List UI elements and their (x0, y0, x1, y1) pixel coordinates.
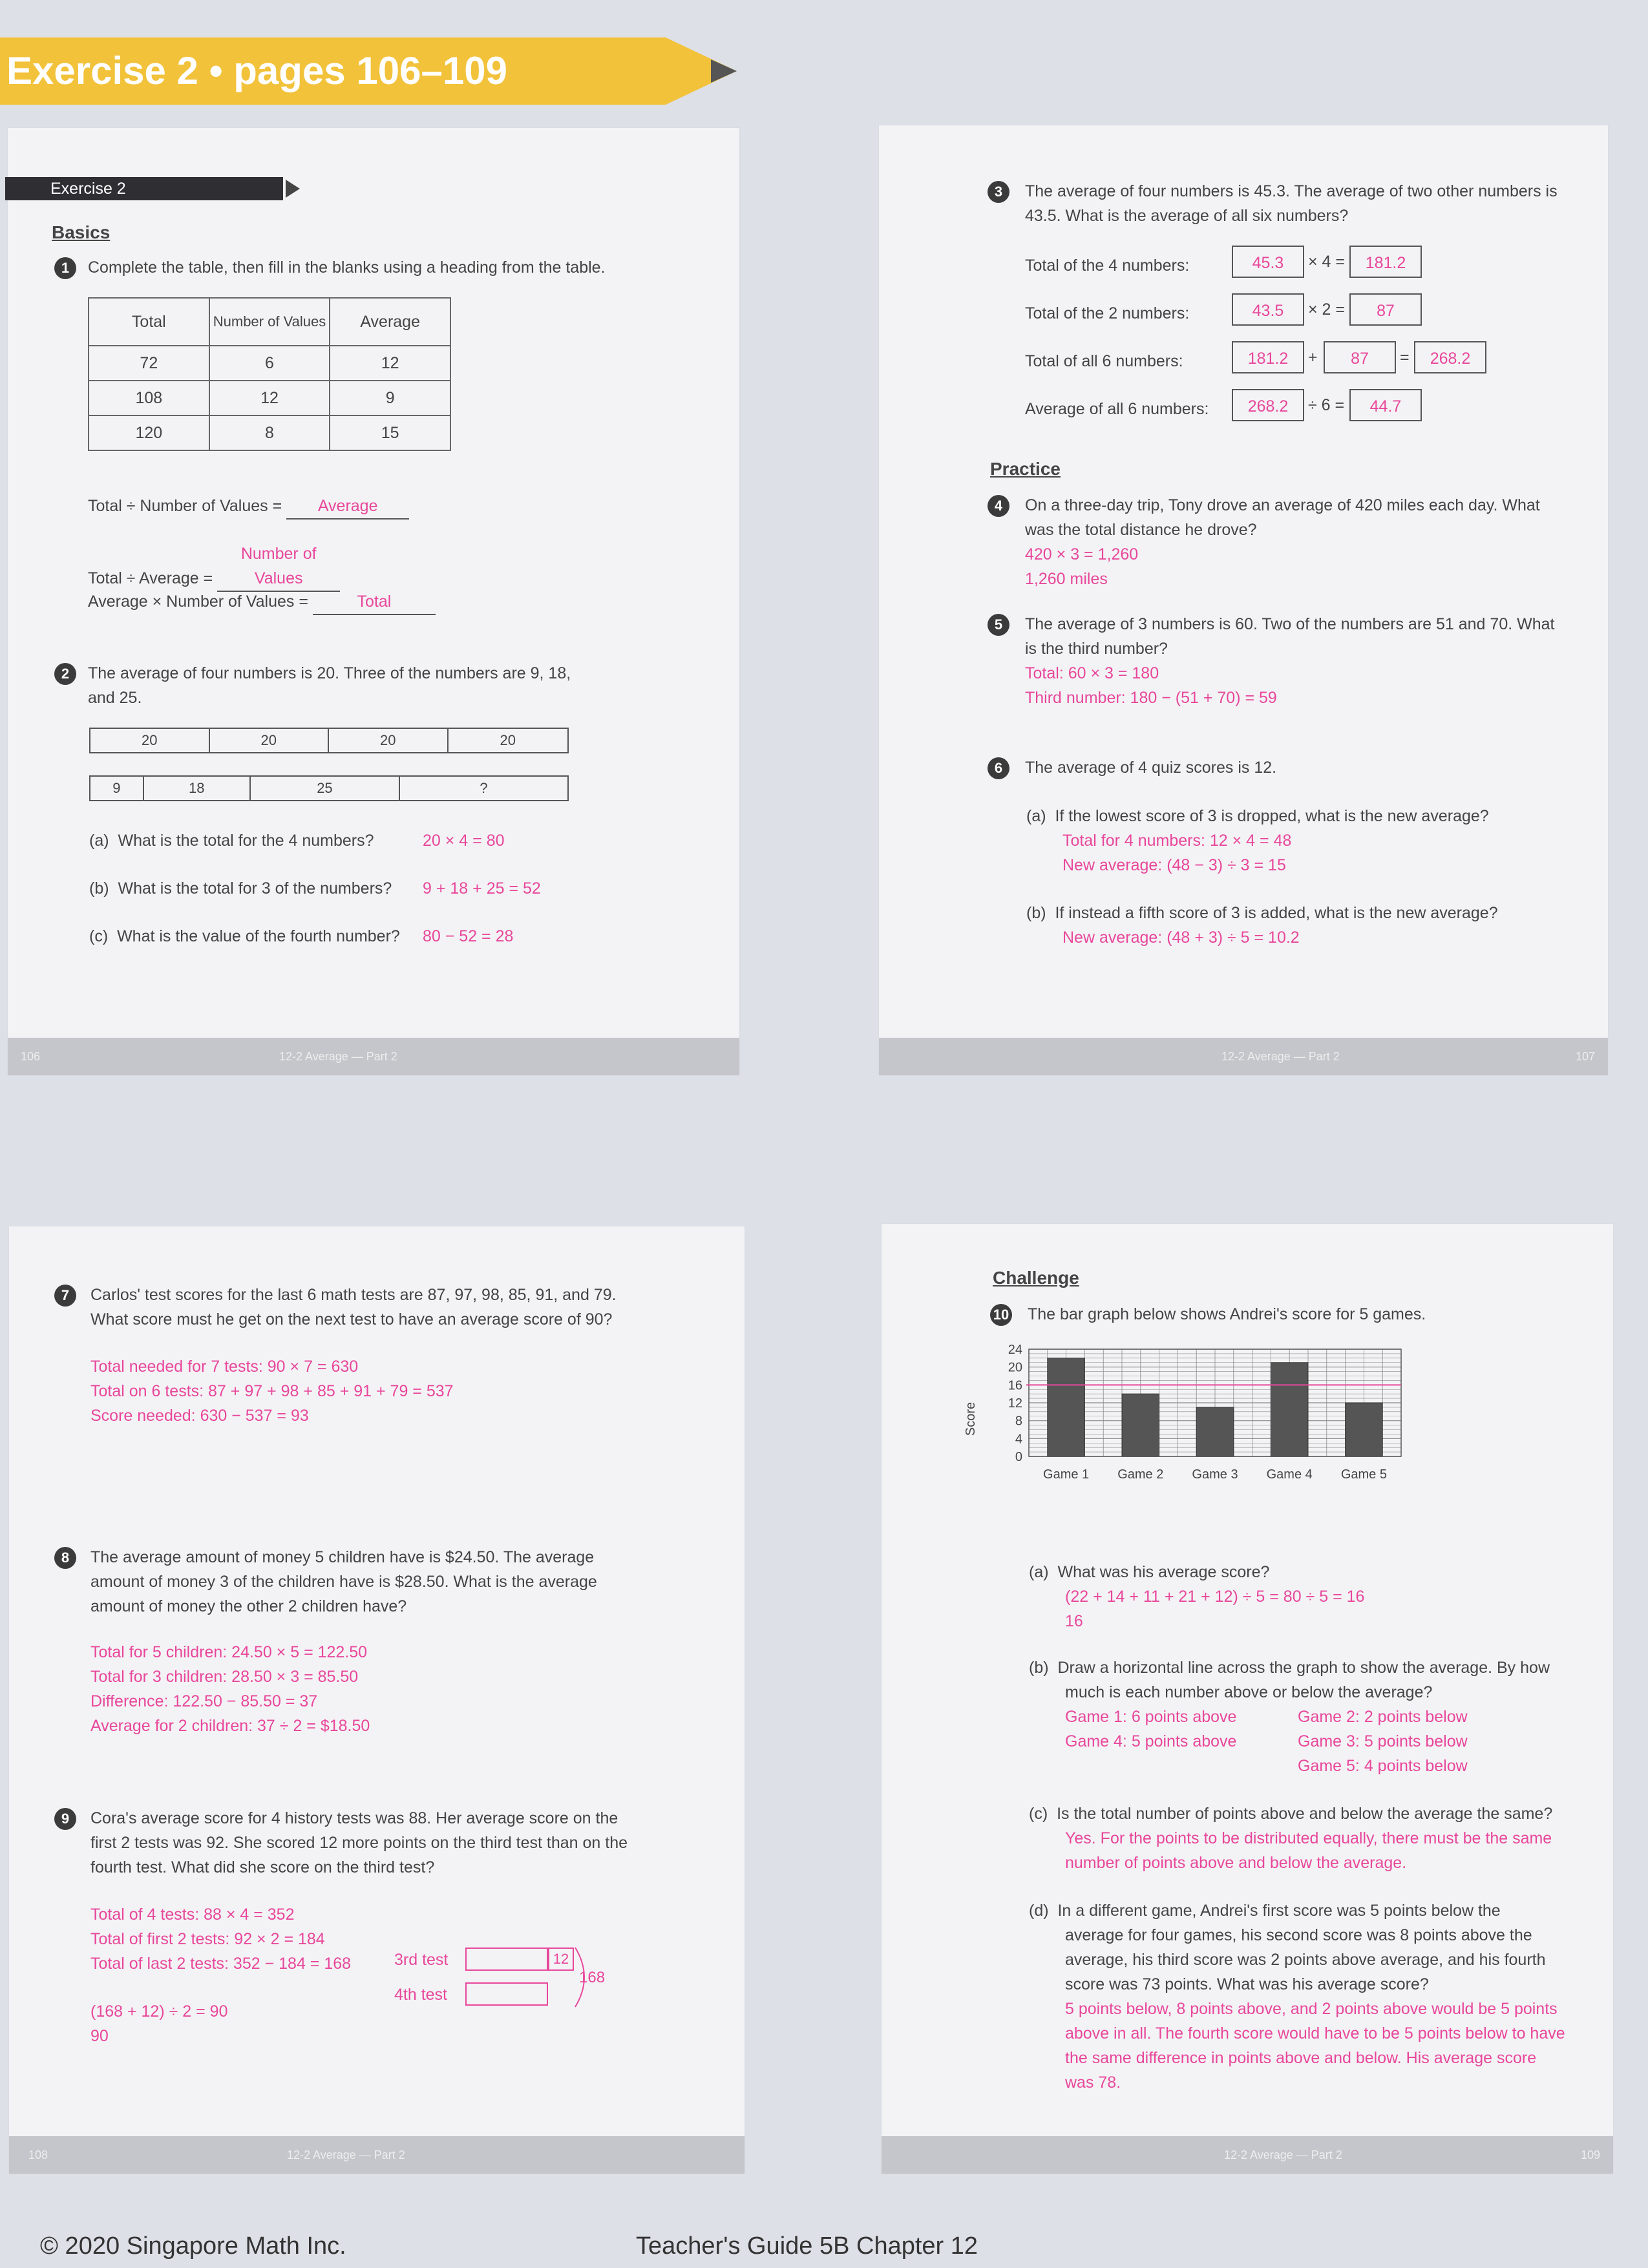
footer-title: 12-2 Average — Part 2 (1221, 1050, 1340, 1063)
answer-text: 1,260 miles (1025, 570, 1108, 588)
answer-text: Game 5: 4 points below (1298, 1757, 1468, 1775)
table-header: Average (330, 298, 450, 346)
tape-segment: 9 (90, 777, 144, 800)
page-number: 107 (1575, 1050, 1595, 1063)
sub-label: (a) (1026, 807, 1046, 825)
operator: = (1400, 348, 1410, 366)
answer-box: 181.2 (1349, 246, 1422, 278)
answer-box: 43.5 (1232, 293, 1304, 326)
table-header: Number of Values (209, 298, 330, 346)
page-footer (9, 2136, 745, 2174)
question-text: The average of 3 numbers is 60. Two of the numbers are 51 and 70. What (1025, 615, 1555, 633)
question-text: was the total distance he drove? (1025, 521, 1257, 539)
bar (1271, 1363, 1308, 1456)
sub-question (1026, 804, 1489, 828)
x-tick-label: Game 5 (1340, 1467, 1387, 1482)
answer-text: (168 + 12) ÷ 2 = 90 (90, 2002, 228, 2021)
x-tick-label: Game 3 (1192, 1467, 1238, 1482)
answer-text: Total for 4 numbers: 12 × 4 = 48 (1062, 832, 1292, 850)
copyright: © 2020 Singapore Math Inc. (40, 2232, 346, 2260)
question-text: The average of four numbers is 20. Three of the numbers are 9, 18, (88, 664, 571, 682)
answer-text: 9 + 18 + 25 = 52 (423, 879, 541, 898)
sub-label: (c) (1029, 1805, 1048, 1823)
tape-diagram-values (89, 775, 569, 801)
footer-title: 12-2 Average — Part 2 (287, 2148, 405, 2161)
bar-extra: 12 (548, 1948, 574, 1971)
question-number: 1 (54, 257, 76, 279)
operator: + (1308, 348, 1318, 366)
answer-text: 16 (1065, 1612, 1083, 1630)
question-text: The average amount of money 5 children have is $24.50. The average (90, 1548, 595, 1566)
question-number: 8 (54, 1547, 76, 1569)
page-108 (9, 1226, 745, 2174)
y-tick-label: 0 (1015, 1450, 1022, 1464)
page-106 (8, 128, 739, 1075)
question-text: The average of four numbers is 45.3. The average of two other numbers is (1025, 182, 1558, 200)
answer-text: Total needed for 7 tests: 90 × 7 = 630 (90, 1358, 359, 1376)
table-header: Total (89, 298, 209, 346)
page-footer (882, 2136, 1613, 2174)
question-number: 2 (54, 663, 76, 685)
blank-line (88, 494, 409, 520)
page-107 (879, 125, 1608, 1075)
exercise-banner: Exercise 2 • pages 106–109 (0, 37, 666, 105)
bar-4th-test (465, 1982, 548, 2006)
practice-heading: Practice (990, 459, 1061, 479)
question-text: fourth test. What did she score on the third test? (90, 1858, 435, 1876)
table-cell-answer: 12 (209, 381, 330, 415)
answer-text: Game 4: 5 points above (1065, 1732, 1237, 1750)
sub-question (89, 876, 392, 901)
question-number: 7 (54, 1285, 76, 1307)
question-text: The average of 4 quiz scores is 12. (1025, 759, 1277, 777)
answer-text: number of points above and below the average. (1065, 1854, 1407, 1872)
answer-text: above in all. The fourth score would have to be 5 points below to have (1065, 2024, 1565, 2042)
answer-text: Total of last 2 tests: 352 − 184 = 168 (90, 1955, 352, 1973)
answer-text: New average: (48 + 3) ÷ 5 = 10.2 (1062, 929, 1300, 947)
exercise-label: Exercise 2 (5, 177, 283, 200)
blank-line (88, 589, 436, 615)
sub-text: What is the value of the fourth number? (117, 927, 400, 945)
sub-label: (d) (1029, 1902, 1049, 1920)
y-tick-label: 16 (1008, 1378, 1022, 1393)
sub-question (1029, 1898, 1501, 1923)
blank-answer: Total (313, 589, 436, 615)
calc-label: Average of all 6 numbers: (1025, 400, 1209, 418)
y-axis-label: Score (964, 1402, 978, 1436)
x-axis-labels (1043, 1467, 1387, 1482)
answer-box: 87 (1324, 341, 1396, 373)
question-text: Carlos' test scores for the last 6 math tests are 87, 97, 98, 85, 91, and 79. (90, 1286, 617, 1304)
sub-label: (c) (89, 927, 109, 945)
table-cell: 8 (209, 415, 330, 450)
answer-text: 420 × 3 = 1,260 (1025, 545, 1139, 563)
answer-text: Third number: 180 − (51 + 70) = 59 (1025, 689, 1277, 707)
values-table (88, 297, 451, 451)
table-cell: 108 (89, 381, 209, 415)
operator: × 4 = (1308, 253, 1345, 271)
table-cell: 9 (330, 381, 450, 415)
tape-segment: 20 (329, 729, 449, 752)
operator: × 2 = (1308, 300, 1345, 319)
answer-text: Score needed: 630 − 537 = 93 (90, 1407, 309, 1425)
y-tick-label: 20 (1008, 1360, 1022, 1375)
calc-label: Total of the 2 numbers: (1025, 304, 1190, 322)
page-footer (8, 1038, 739, 1075)
sub-text: What is the total for 3 of the numbers? (118, 879, 392, 898)
answer-box: 45.3 (1232, 246, 1304, 278)
tape-segment: ? (480, 780, 488, 796)
answer-text: Total: 60 × 3 = 180 (1025, 664, 1159, 682)
sub-question (89, 828, 374, 853)
sub-label: (b) (1029, 1659, 1049, 1677)
sub-text: If instead a fifth score of 3 is added, what is the new average? (1055, 904, 1498, 922)
bar (1196, 1407, 1234, 1456)
answer-text: Yes. For the points to be distributed equally, there must be the same (1065, 1829, 1552, 1847)
question-text: Complete the table, then fill in the blanks using a heading from the table. (88, 258, 606, 277)
question-text: Cora's average score for 4 history tests was 88. Her average score on the (90, 1809, 618, 1827)
answer-text: Game 3: 5 points below (1298, 1732, 1468, 1750)
blank-label: Total ÷ Average = (88, 569, 213, 587)
answer-text: (22 + 14 + 11 + 21 + 12) ÷ 5 = 80 ÷ 5 = 16 (1065, 1588, 1365, 1606)
y-tick-label: 24 (1008, 1343, 1022, 1357)
page-number: 108 (28, 2148, 48, 2161)
question-number: 4 (988, 495, 1009, 517)
sub-text: Draw a horizontal line across the graph to show the average. By how (1057, 1659, 1550, 1677)
answer-text: New average: (48 − 3) ÷ 3 = 15 (1062, 856, 1286, 874)
sub-text: What was his average score? (1057, 1563, 1270, 1581)
question-text: 43.5. What is the average of all six numbers? (1025, 207, 1349, 225)
y-tick-label: 4 (1015, 1432, 1022, 1447)
bar-total: 168 (579, 1969, 606, 1986)
page-109 (882, 1224, 1613, 2174)
sub-label: (a) (1029, 1563, 1049, 1581)
sub-label: (b) (1026, 904, 1046, 922)
table-cell: 6 (209, 346, 330, 381)
x-tick-label: Game 1 (1043, 1467, 1090, 1482)
question-number: 10 (990, 1304, 1012, 1326)
challenge-heading: Challenge (993, 1268, 1079, 1288)
x-tick-label: Game 2 (1117, 1467, 1164, 1482)
tape-segment: 18 (144, 777, 251, 800)
answer-text: 5 points below, 8 points above, and 2 points above would be 5 points (1065, 2000, 1558, 2018)
sub-text: Is the total number of points above and below the average the same? (1057, 1805, 1553, 1823)
sub-text: If the lowest score of 3 is dropped, what is the new average? (1055, 807, 1489, 825)
bar-label: 4th test (394, 1986, 447, 2004)
y-tick-label: 12 (1008, 1396, 1022, 1411)
answer-text: Game 2: 2 points below (1298, 1708, 1468, 1726)
bar (1122, 1394, 1159, 1456)
answer-text: was 78. (1065, 2074, 1121, 2092)
answer-box: 268.2 (1414, 341, 1486, 373)
sub-text: average, his third score was 2 points above average, and his fourth (1065, 1951, 1546, 1969)
answer-text: Total of first 2 tests: 92 × 2 = 184 (90, 1930, 325, 1948)
bar (1048, 1358, 1085, 1456)
y-axis-ticks (1008, 1343, 1022, 1464)
question-number: 9 (54, 1808, 76, 1830)
arrow-icon (286, 180, 300, 198)
footer-title: 12-2 Average — Part 2 (279, 1050, 397, 1063)
table-cell: 72 (89, 346, 209, 381)
question-text: amount of money 3 of the children have is $28.50. What is the average (90, 1573, 597, 1591)
question-number: 3 (988, 181, 1009, 203)
bar-label: 3rd test (394, 1951, 449, 1969)
operator: ÷ 6 = (1308, 396, 1345, 414)
sub-text: What is the total for the 4 numbers? (118, 832, 374, 850)
table-cell-answer: 120 (89, 415, 209, 450)
sub-question (89, 924, 400, 949)
answer-text: Difference: 122.50 − 85.50 = 37 (90, 1692, 318, 1710)
answer-text: Game 1: 6 points above (1065, 1708, 1237, 1726)
answer-text: 90 (90, 2027, 109, 2045)
basics-heading: Basics (52, 222, 111, 242)
pencil-lead-icon (711, 59, 737, 83)
sub-text: much is each number above or below the average? (1065, 1683, 1433, 1701)
tape-segment: 20 (210, 729, 330, 752)
answer-text: Total on 6 tests: 87 + 97 + 98 + 85 + 91 + 79 = 537 (90, 1382, 454, 1400)
sub-label: (b) (89, 879, 109, 898)
sub-question (1029, 1560, 1269, 1584)
answer-text: Average for 2 children: 37 ÷ 2 = $18.50 (90, 1717, 370, 1735)
blank-line (88, 541, 340, 592)
y-tick-label: 8 (1015, 1414, 1022, 1429)
question-text: and 25. (88, 689, 142, 707)
question-text: What score must he get on the next test to have an average score of 90? (90, 1310, 613, 1328)
blank-label: Average × Number of Values = (88, 593, 308, 611)
question-number: 5 (988, 614, 1009, 636)
sub-question (1026, 901, 1498, 925)
x-tick-label: Game 4 (1266, 1467, 1313, 1482)
page-footer (879, 1038, 1608, 1075)
answer-box: 44.7 (1349, 389, 1422, 421)
bar (1346, 1403, 1383, 1456)
tape-segment: 20 (90, 729, 210, 752)
answer-text: 80 − 52 = 28 (423, 927, 514, 945)
guide-title: Teacher's Guide 5B Chapter 12 (636, 2232, 978, 2260)
answer-box: 268.2 (1232, 389, 1304, 421)
sub-text: score was 73 points. What was his average score? (1065, 1975, 1429, 1993)
sub-text: average for four games, his second score was 8 points above the (1065, 1926, 1532, 1944)
question-text: amount of money the other 2 children have? (90, 1597, 407, 1615)
tape-segment: 20 (500, 732, 516, 748)
calc-label: Total of the 4 numbers: (1025, 257, 1190, 275)
answer-text: 20 × 4 = 80 (423, 832, 505, 850)
page-number: 109 (1580, 2148, 1600, 2161)
answer-box: 181.2 (1232, 341, 1304, 373)
answer-text: Total of 4 tests: 88 × 4 = 352 (90, 1906, 295, 1924)
answer-text: Total for 5 children: 24.50 × 5 = 122.50 (90, 1643, 368, 1661)
question-text: first 2 tests was 92. She scored 12 more points on the third test than on the (90, 1834, 628, 1852)
answer-text: the same difference in points above and below. His average score (1065, 2049, 1537, 2067)
footer-title: 12-2 Average — Part 2 (1224, 2148, 1342, 2161)
sub-text: In a different game, Andrei's first score was 5 points below the (1057, 1902, 1501, 1920)
tape-diagram-averages (89, 728, 569, 753)
bar-3rd-test (465, 1948, 548, 1971)
question-text: On a three-day trip, Tony drove an average of 420 miles each day. What (1025, 496, 1540, 514)
blank-answer: Number of Values (217, 541, 340, 592)
question-number: 6 (988, 757, 1009, 779)
answer-box: 87 (1349, 293, 1422, 326)
answer-text: Total for 3 children: 28.50 × 3 = 85.50 (90, 1668, 359, 1686)
table-cell-answer: 12 (330, 346, 450, 381)
bar-chart (959, 1340, 1450, 1482)
blank-label: Total ÷ Number of Values = (88, 497, 282, 515)
sub-label: (a) (89, 832, 109, 850)
page-number: 106 (21, 1050, 41, 1063)
question-text: The bar graph below shows Andrei's score for 5 games. (1028, 1305, 1426, 1323)
question-text: is the third number? (1025, 640, 1168, 658)
sub-question (1029, 1655, 1550, 1680)
sub-question (1029, 1801, 1552, 1826)
table-cell: 15 (330, 415, 450, 450)
tape-segment: 25 (251, 777, 400, 800)
calc-label: Total of all 6 numbers: (1025, 352, 1183, 370)
blank-answer: Average (286, 494, 409, 520)
